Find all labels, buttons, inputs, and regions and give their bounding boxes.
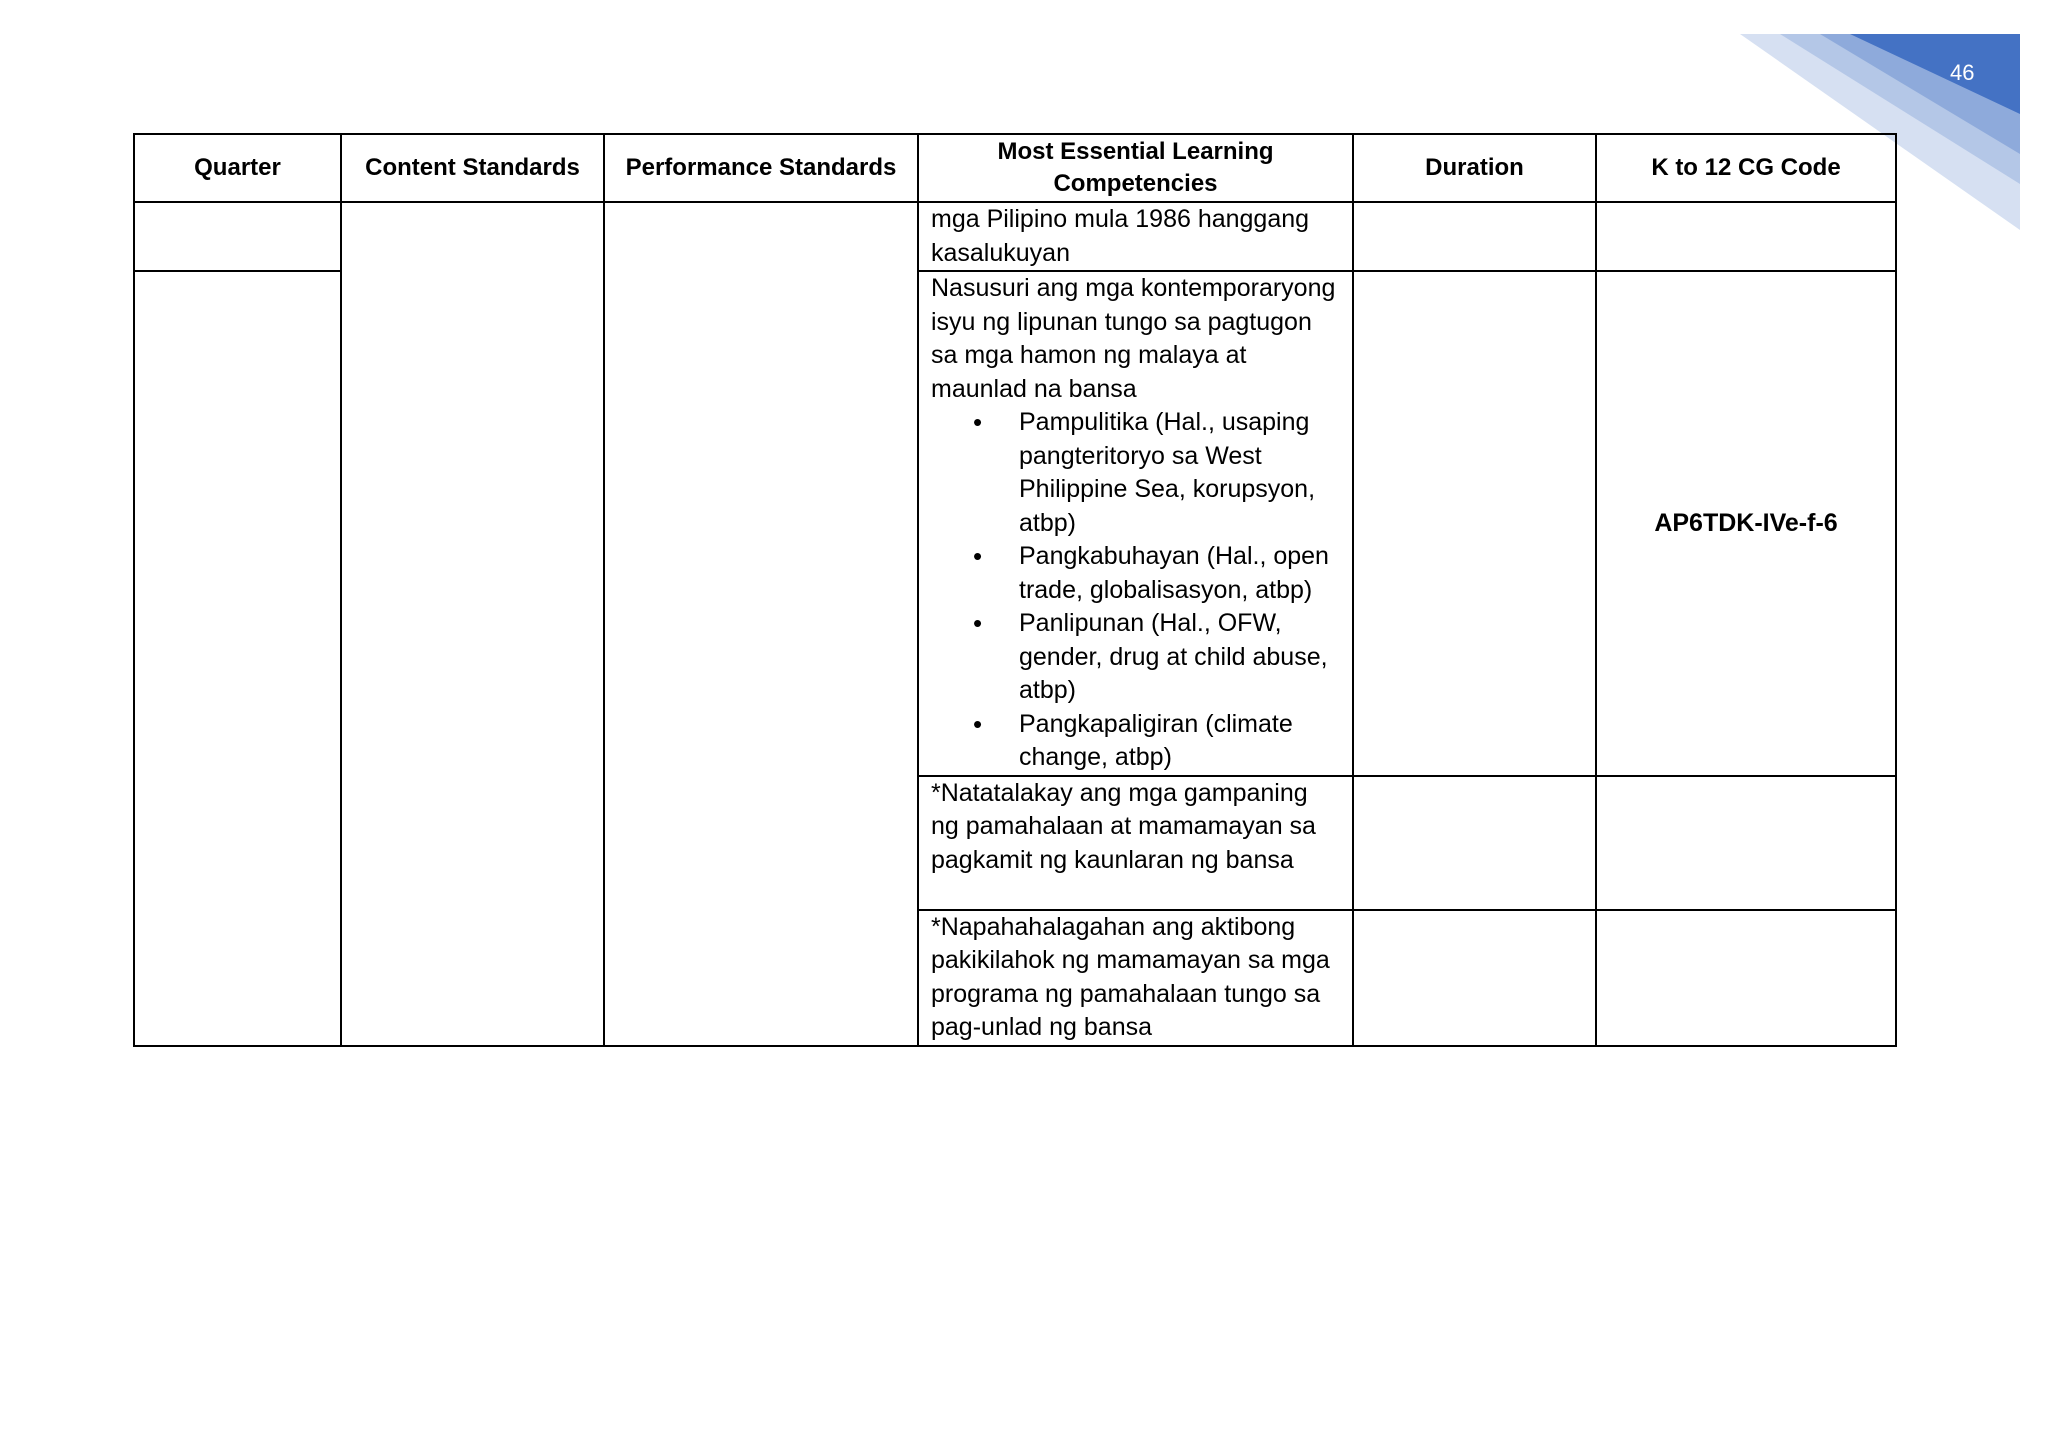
header-performance-standards: Performance Standards: [604, 134, 918, 202]
code-cell: AP6TDK-IVe-f-6: [1596, 271, 1896, 776]
duration-cell: [1353, 271, 1596, 776]
quarter-cell: [134, 271, 341, 1046]
competency-text: mga Pilipino mula 1986 hanggang kasalukuyan: [931, 205, 1310, 267]
competency-text: *Napahahalagahan ang aktibong pakikilahok ng mamamayan sa mga programa ng pamahalaan tungo sa pag-unlad ng bansa: [931, 912, 1330, 1041]
code-cell: [1596, 202, 1896, 271]
table-header-row: [134, 134, 1896, 202]
header-code: K to 12 CG Code: [1596, 134, 1896, 202]
duration-cell: [1353, 910, 1596, 1046]
page-number: 46: [1950, 60, 1975, 85]
quarter-cell: [134, 202, 341, 271]
competency-bullet-list: [931, 406, 1342, 775]
competency-cell: [918, 271, 1353, 776]
competency-cell: [918, 776, 1353, 910]
curriculum-table: [133, 133, 1897, 1047]
competency-text: *Natatalakay ang mga gampaning ng pamahalaan at mamamayan sa pagkamit ng kaunlaran ng bansa: [931, 778, 1316, 874]
duration-cell: [1353, 776, 1596, 910]
table-row: [134, 202, 1896, 271]
header-quarter: Quarter: [134, 134, 341, 202]
list-item: • Pangkabuhayan (Hal., open trade, globalisasyon, atbp): [1019, 540, 1342, 607]
competency-cell: [918, 910, 1353, 1046]
list-item: • Panlipunan (Hal., OFW, gender, drug at child abuse, atbp): [1019, 607, 1342, 708]
header-melc: Most Essential Learning Competencies: [918, 134, 1353, 202]
competency-cell: [918, 202, 1353, 271]
code-cell: [1596, 776, 1896, 910]
content-standards-cell: [341, 202, 604, 1046]
list-item: • Pangkapaligiran (climate change, atbp): [1019, 708, 1342, 775]
list-item: • Pampulitika (Hal., usaping pangteritoryo sa West Philippine Sea, korupsyon, atbp): [1019, 406, 1342, 540]
duration-cell: [1353, 202, 1596, 271]
competency-text: Nasusuri ang mga kontemporaryong isyu ng lipunan tungo sa pagtugon sa mga hamon ng malaya at maunlad na bansa: [931, 274, 1336, 403]
header-content-standards: Content Standards: [341, 134, 604, 202]
header-duration: Duration: [1353, 134, 1596, 202]
performance-standards-cell: [604, 202, 918, 1046]
code-cell: [1596, 910, 1896, 1046]
